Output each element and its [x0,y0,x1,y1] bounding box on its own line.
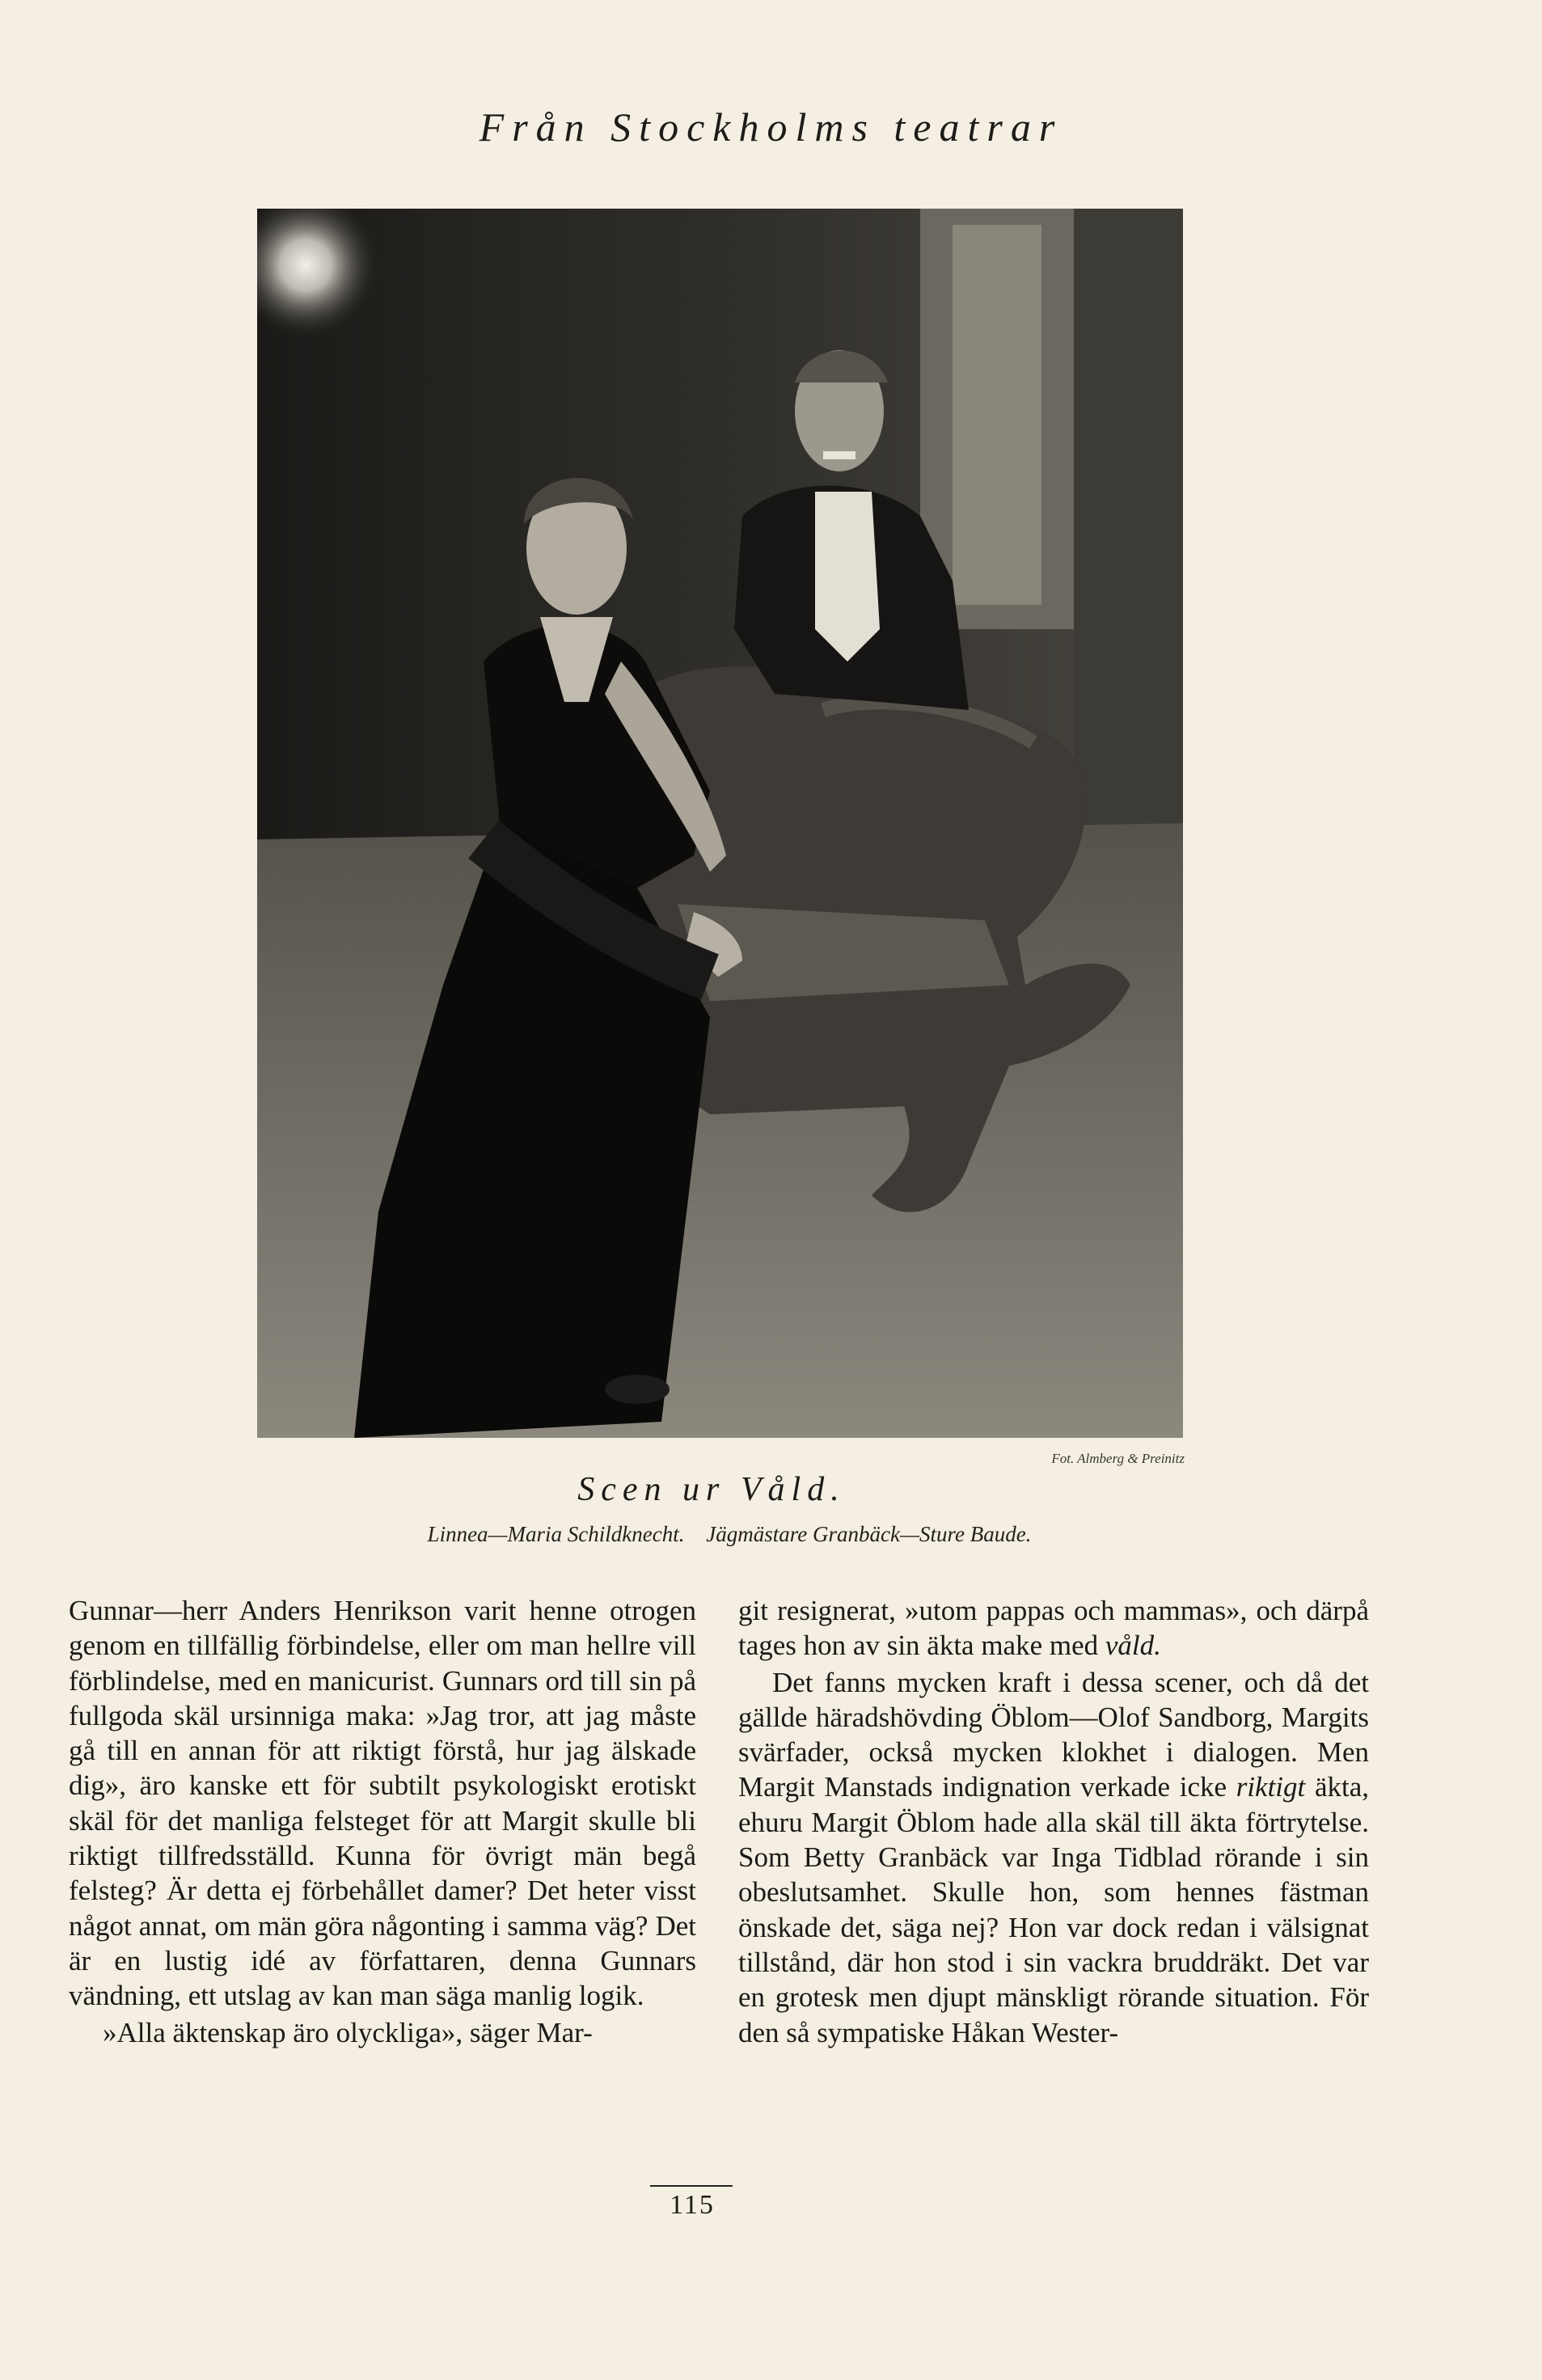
caption-title: Scen ur Våld. [577,1471,846,1508]
stage-photograph [257,209,1183,1438]
running-head: Från Stockholms teatrar [479,104,1063,150]
text-run: Det fanns mycken kraft i dessa scener, och då det gällde häradshövding Öblom—Olof Sandborg, Margits svärfader, också mycken klokhet i dialogen. Men Margit Manstads indignation verkade icke [738,1666,1369,1803]
paragraph: »Alla äktenskap äro olyckliga», säger Mar- [103,2016,593,2048]
left-column [69,1593,696,2050]
paragraph: Gunnar—herr Anders Henrikson varit henne otrogen genom en tillfällig förbindelse, eller om man hellre vill förblindelse, med en manicurist. Gunnars ord till sin på fullgoda skäl ursinniga maka: »Jag tror, att jag måste gå till en annan för att riktigt förstå, hur jag älskade dig», äro kanske ett för subtilt psykologiskt erotiskt skäl för det manliga felsteget för att Margit skulle bli riktigt tillfredsställd. Kunna för övrigt män begå felsteg? Är detta ej förbehållet damer? Det heter visst något annat, om män göra någonting i samma väg? Det är en lustig idé av författaren, denna Gunnars vändning, ett utslag av kan man säga manlig logik. [69,1595,696,2012]
page-number-rule [650,2185,733,2187]
caption-cast-2: Jägmästare Granbäck—Sture Baude. [706,1522,1032,1546]
page-number: 115 [670,2190,715,2220]
emphasis: våld. [1105,1630,1161,1662]
caption-cast-1: Linnea—Maria Schildknecht. [427,1522,685,1546]
paragraph [738,1593,1369,1663]
caption-cast [0,1522,1459,1547]
text-run: äkta, ehuru Margit Öblom hade alla skäl till äkta förtrytelse. Som Betty Granbäck var Inga Tidblad rörande i sin obeslutsamhet. Skulle hon, som hennes fästman önskade det, säga nej? Hon var dock redan i välsignat tillstånd, där hon stod i sin vackra bruddräkt. Det var en grotesk men djupt mänskligt rörande situation. För den så sympatiske Håkan Wester- [738,1771,1369,2048]
photo-credit: Fot. Almberg & Preinitz [1051,1451,1185,1466]
right-column [738,1593,1369,2050]
text-run: git resignerat, »utom pappas och mammas», och därpå tages hon av sin äkta make med [738,1595,1369,1662]
emphasis: riktigt [1236,1771,1306,1803]
stage-photo-icon [257,209,1183,1438]
paragraph [738,1665,1369,2050]
